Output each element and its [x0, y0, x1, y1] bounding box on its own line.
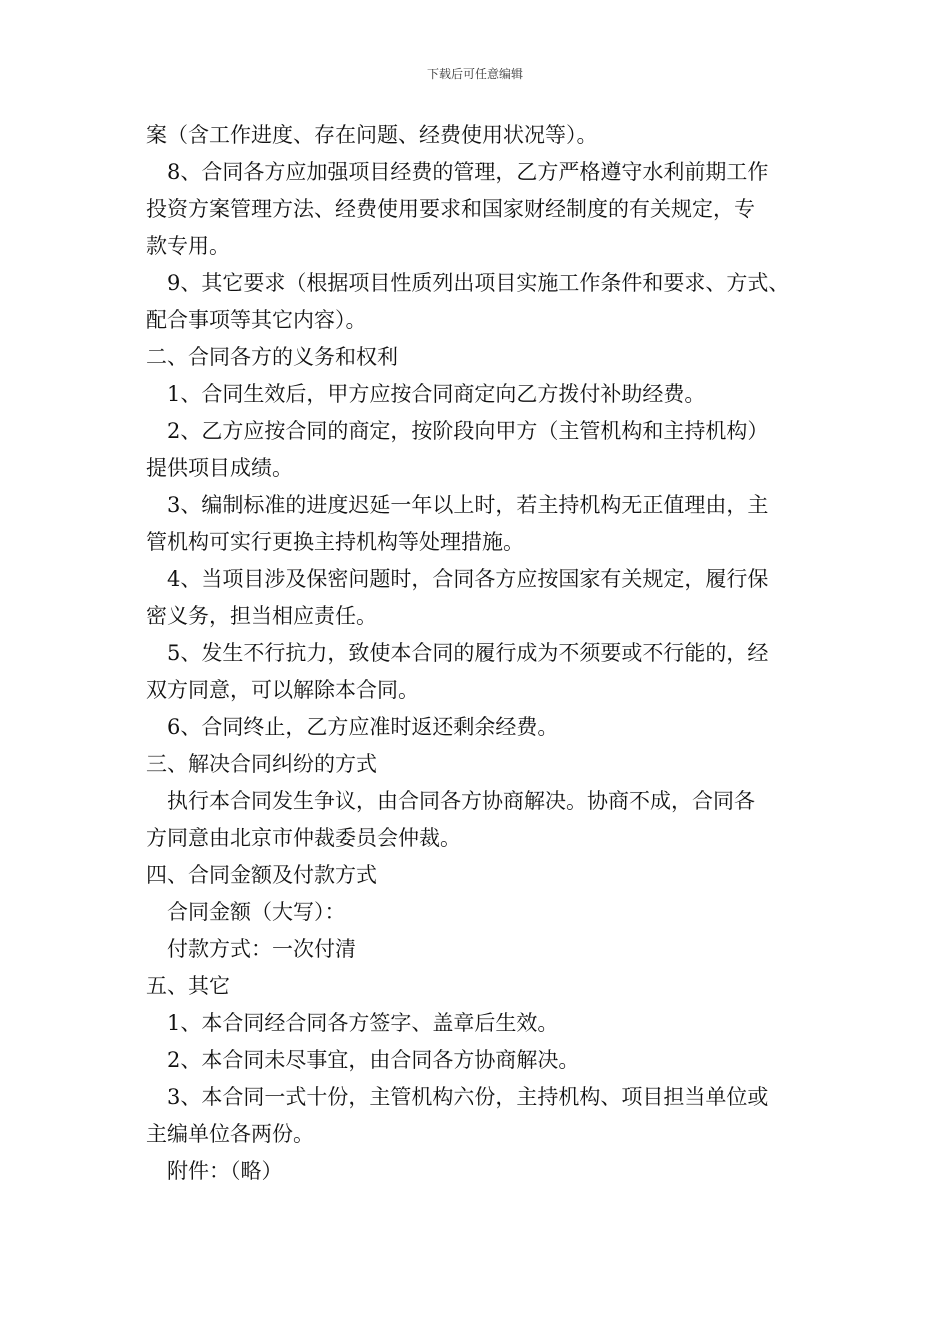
text-line: 投资方案管理方法、经费使用要求和国家财经制度的有关规定，专: [146, 197, 755, 221]
text-line: 案（含工作进度、存在问题、经费使用状况等）。: [146, 123, 598, 147]
text-line: 1、本合同经合同各方签字、盖章后生效。: [167, 1011, 559, 1035]
section-heading: 五、其它: [146, 974, 230, 998]
text-line: 8、合同各方应加强项目经费的管理，乙方严格遵守水利前期工作: [167, 160, 769, 184]
text-line: 配合事项等其它内容）。: [146, 308, 367, 332]
text-line: 3、本合同一式十份，主管机构六份，主持机构、项目担当单位或: [167, 1085, 769, 1109]
text-line: 1、合同生效后，甲方应按合同商定向乙方拨付补助经费。: [167, 382, 706, 406]
document-body: [146, 117, 846, 1190]
text-line: 2、本合同未尽事宜，由合同各方协商解决。: [167, 1048, 580, 1072]
text-line: 提供项目成绩。: [146, 456, 293, 480]
text-line: 执行本合同发生争议，由合同各方协商解决。协商不成，合同各: [167, 789, 755, 813]
section-heading: 二、合同各方的义务和权利: [146, 345, 398, 369]
section-heading: 四、合同金额及付款方式: [146, 863, 377, 887]
text-line: 管机构可实行更换主持机构等处理措施。: [146, 530, 524, 554]
text-line: 合同金额（大写）：: [167, 900, 346, 924]
text-line: 方同意由北京市仲裁委员会仲裁。: [146, 826, 461, 850]
text-line: 5、发生不行抗力，致使本合同的履行成为不须要或不行能的，经: [167, 641, 769, 665]
text-line: 密义务，担当相应责任。: [146, 604, 377, 628]
text-line: 付款方式：一次付清: [167, 937, 356, 961]
text-line: 双方同意，可以解除本合同。: [146, 678, 419, 702]
text-line: 6、合同终止，乙方应准时返还剩余经费。: [167, 715, 559, 739]
text-line: 4、当项目涉及保密问题时，合同各方应按国家有关规定，履行保: [167, 567, 769, 591]
page-header-note: 下载后可任意编辑: [426, 67, 523, 81]
text-line: 主编单位各两份。: [146, 1122, 314, 1146]
text-line: 9、其它要求（根据项目性质列出项目实施工作条件和要求、方式、: [167, 271, 790, 295]
text-line: 3、编制标准的进度迟延一年以上时，若主持机构无正值理由，主: [167, 493, 769, 517]
text-line: 附件：（略）: [167, 1159, 283, 1183]
text-line: 2、乙方应按合同的商定，按阶段向甲方（主管机构和主持机构）: [167, 419, 769, 443]
section-heading: 三、解决合同纠纷的方式: [146, 752, 377, 776]
text-line: 款专用。: [146, 234, 230, 258]
